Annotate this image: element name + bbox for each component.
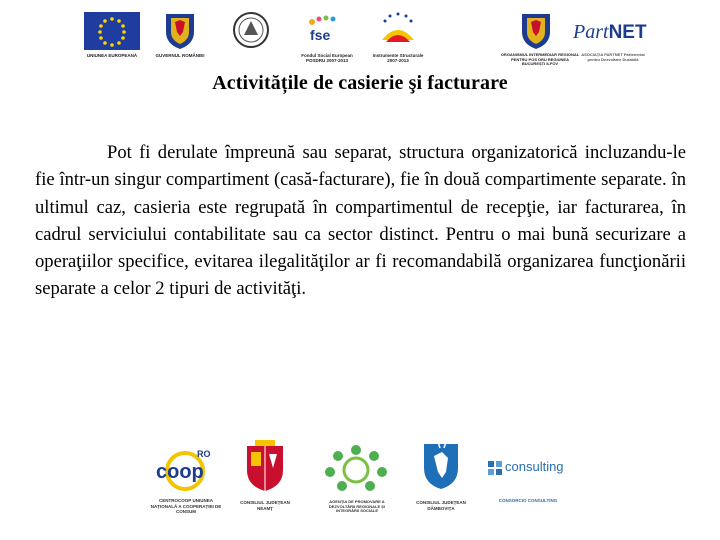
svg-text:RO: RO bbox=[197, 449, 211, 459]
page-title: Activitățile de casierie şi facturare bbox=[212, 72, 508, 94]
logo-caption: ASOCIAȚIA PARTNET Parteneriat pentru Dezvoltare Durabilă bbox=[581, 52, 645, 62]
svg-text:coop: coop bbox=[156, 461, 204, 483]
eu-flag-icon bbox=[84, 12, 140, 50]
logo-caption: CENTROCOOP UNIUNEA NAȚIONALĂ A COOPERAȚIEI DE CONSUM bbox=[150, 498, 222, 514]
logo-caption: Instrumente Structurale 2007-2013 bbox=[372, 53, 424, 63]
neamt-coat-of-arms-icon bbox=[245, 440, 285, 492]
logo-caption: ORGANISMUL INTERMEDIAR REGIONAL PENTRU POS DRU REGIUNEA BUCUREȘTI ILFOV bbox=[500, 52, 580, 66]
structural-instruments-icon bbox=[376, 10, 420, 48]
consulting-logo-icon bbox=[487, 460, 503, 476]
logo-caption: CONSILIUL JUDEȚEAN NEAMȚ bbox=[240, 500, 290, 511]
header-logo-band bbox=[80, 6, 650, 78]
ministry-seal-icon bbox=[232, 11, 270, 49]
centrocoop-logo-icon bbox=[150, 447, 220, 491]
logo-caption: AGENȚIA DE PROMOVARE A DEZVOLTĂRII REGIONALE ȘI INTEGRĂRII SOCIALE bbox=[328, 499, 386, 513]
logo-caption: CONSILIUL JUDEȚEAN DÂMBOVIȚA bbox=[416, 500, 466, 511]
logo-caption: GUVERNUL ROMÂNIEI bbox=[155, 53, 205, 58]
logo-caption: CONSORCIO CONSULTING bbox=[498, 498, 558, 503]
body-paragraph: Pot fi derulate împreună sau separat, structura organizatorică incluzandu-le fie într-un singur compartiment (casă-facturare), fie în două compartimente separate. în ultimul caz, casieria este regrupată în compartimentul de recepţie, iar facturarea, în cadrul serviciului contabilitate sau ca sector distinct. Pentru o mai bună securizare a operaţiilor specifice, evitarea ilegalităţilor ar fi recomandabilă organizarea funcţionării separate a celor 2 tipuri de activităţi. bbox=[35, 142, 686, 300]
agency-logo-icon bbox=[316, 442, 396, 494]
romania-coat-of-arms-icon bbox=[520, 10, 552, 50]
fse-logo-icon bbox=[302, 14, 350, 46]
dambovita-coat-of-arms-icon bbox=[422, 440, 460, 490]
consulting-label: consulting bbox=[505, 459, 564, 474]
logo-caption: UNIUNEA EUROPEANĂ bbox=[86, 53, 138, 58]
partnet-logo-icon: PartNET bbox=[573, 21, 647, 43]
romania-coat-of-arms-icon bbox=[164, 10, 196, 50]
svg-text:fse: fse bbox=[310, 27, 331, 43]
logo-caption: Fondul Social European POSDRU 2007-2013 bbox=[301, 53, 353, 63]
